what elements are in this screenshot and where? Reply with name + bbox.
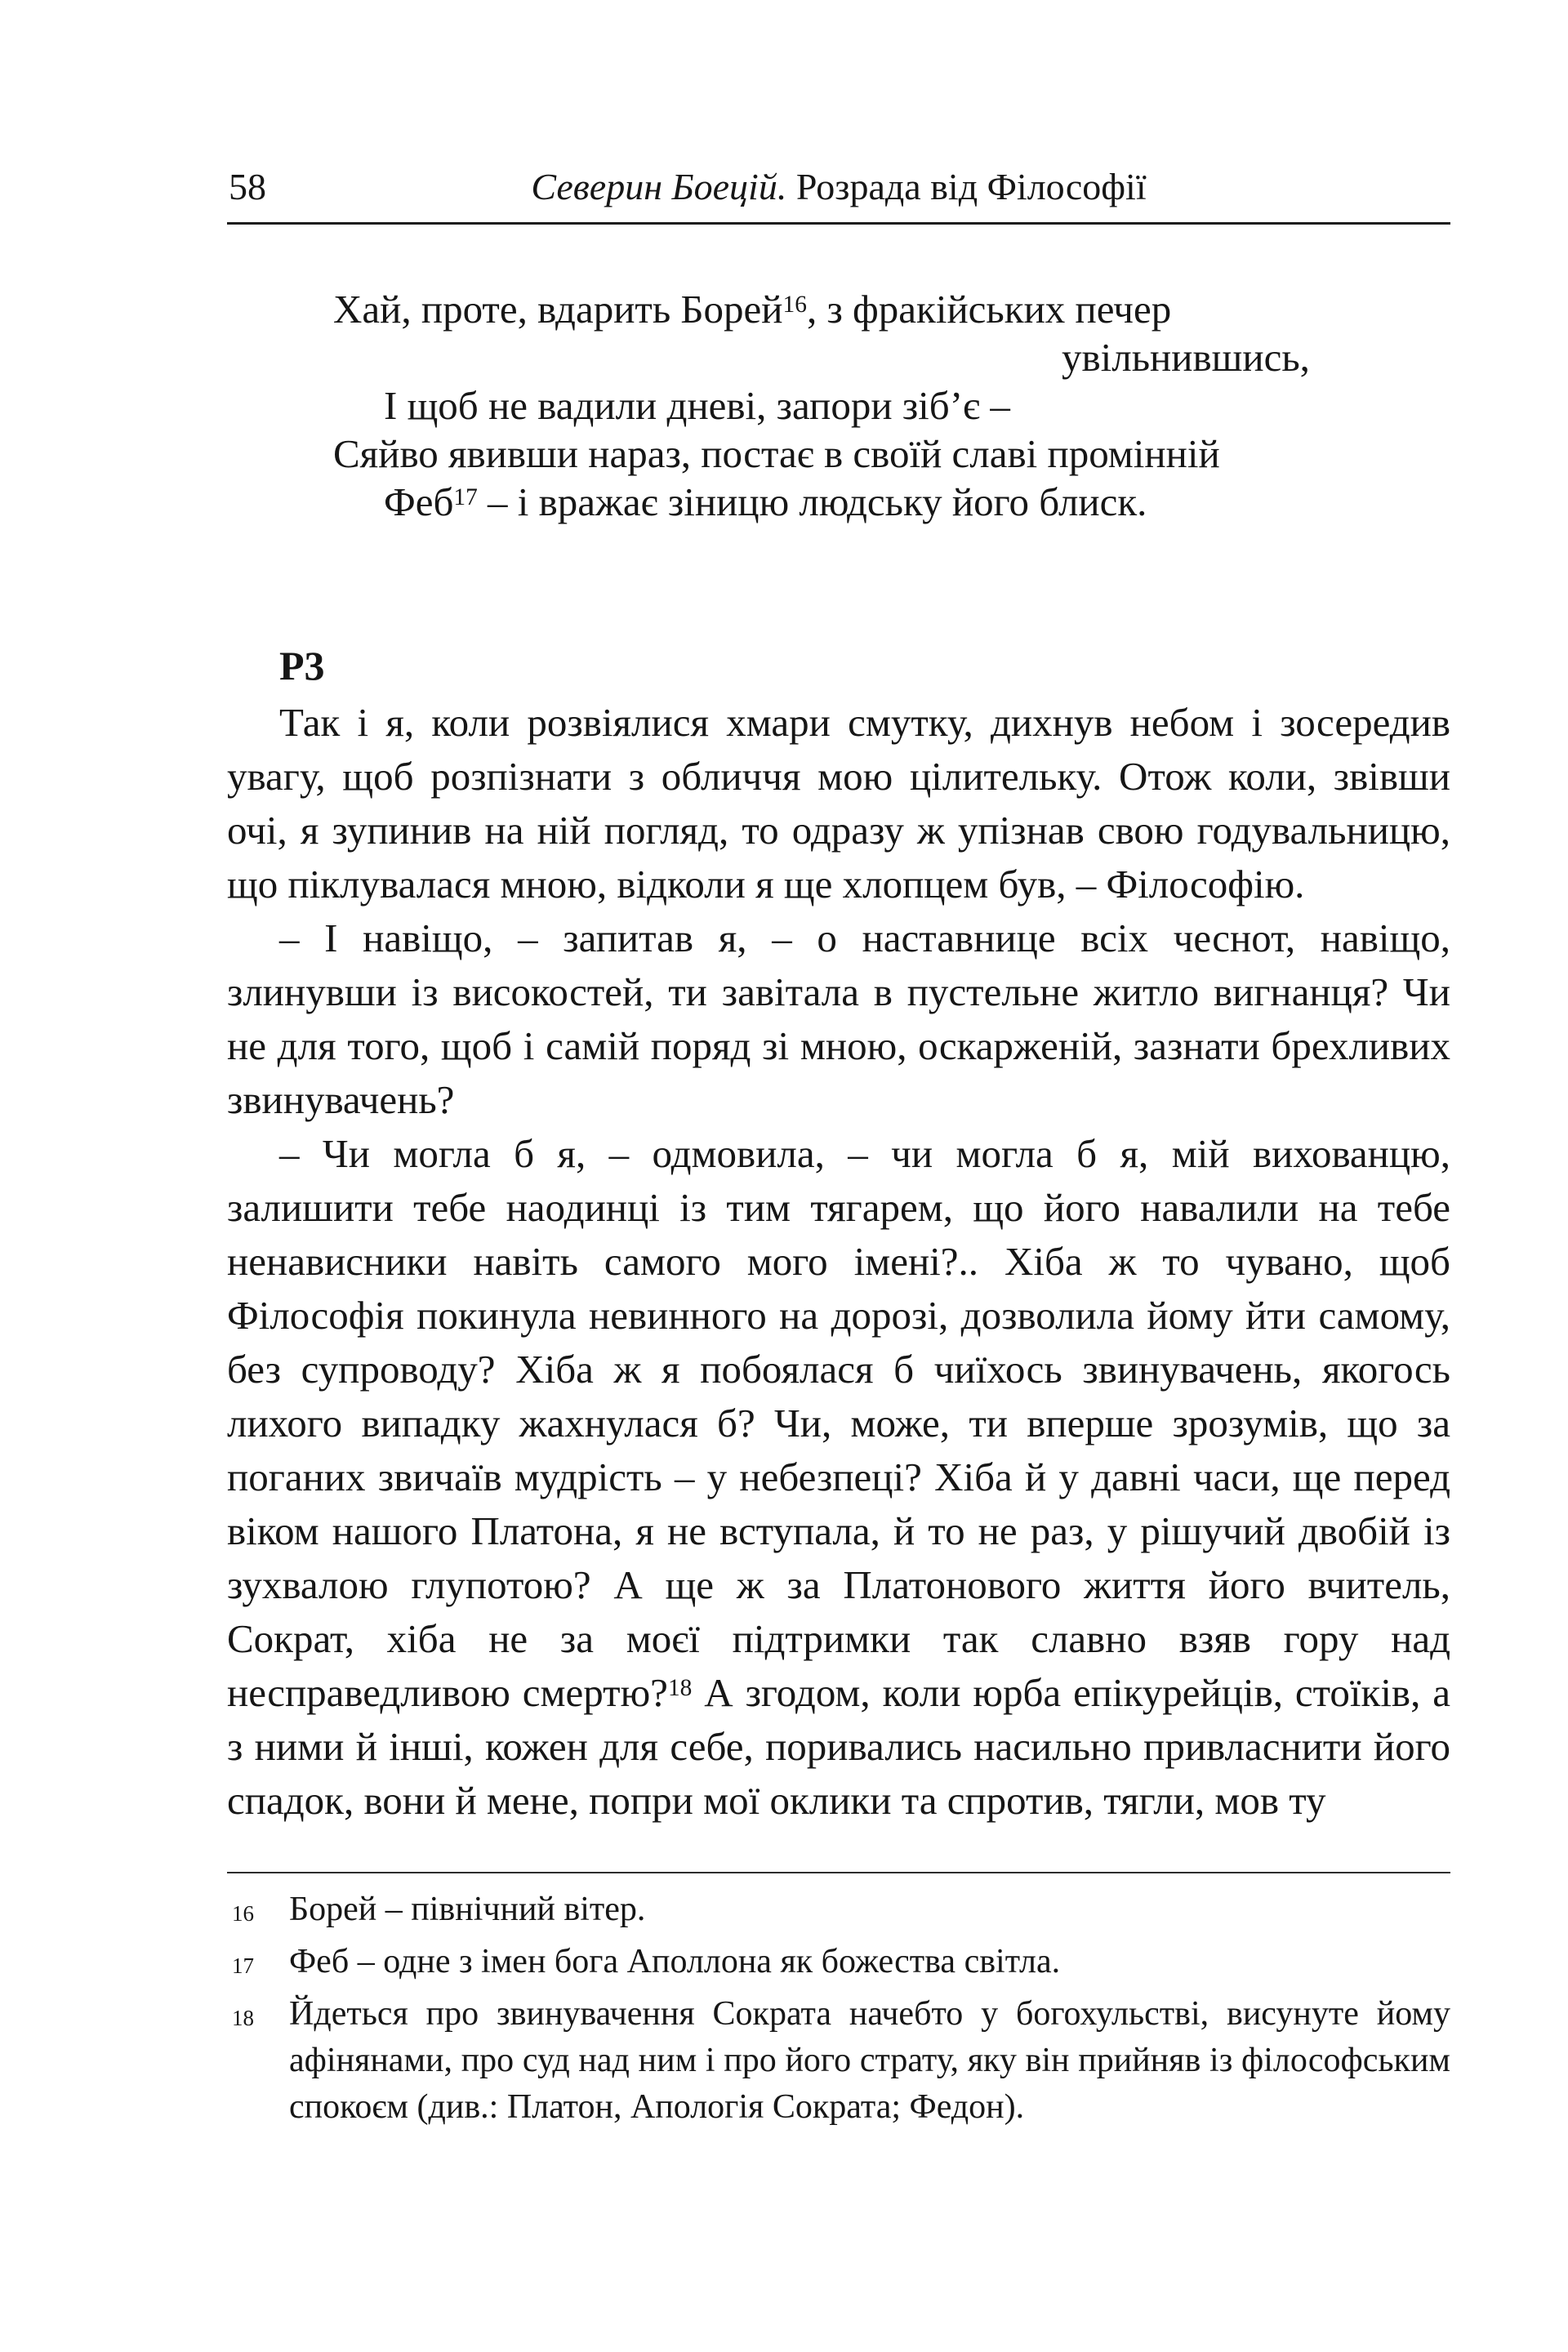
- footnote-marker: 17: [232, 1953, 254, 1978]
- page-content: [227, 163, 1450, 2131]
- verse-block: [227, 285, 1450, 526]
- verse-line: [384, 478, 1450, 526]
- running-head-title: [227, 163, 1450, 211]
- section-heading: Р3: [279, 643, 325, 688]
- verse-text: , з фракійських печер: [806, 287, 1172, 332]
- paragraph: – І навіщо, – запитав я, – о наставнице всіх чеснот, навіщо, злинувши із високостей, ти завітала в пустельне житло вигнанця? Чи не для того, щоб і самій поряд зі мною, оскарженій, зазнати брехливих звинувачень?: [227, 915, 1450, 1122]
- footnote-text: Борей – північний вітер.: [289, 1891, 646, 1928]
- verse-text: – і вражає зіницю людську його блиск.: [477, 479, 1147, 524]
- footnote-ref-17: 17: [453, 483, 478, 510]
- paragraph: Так і я, коли розвіялися хмари смутку, дихнув небом і зосередив увагу, щоб розпізнати з обличчя мою цілительку. Отож коли, звівши очі, я зупинив на ній погляд, то одразу ж упізнав свою годувальницю, що піклувалася мною, відколи я ще хлопцем був, – Філософію.: [227, 700, 1450, 906]
- verse-line: Сяйво явивши нараз, постає в своїй славі промінній: [333, 431, 1220, 476]
- footnote-rule: [227, 1872, 1450, 1873]
- verse-line: увільнившись,: [1062, 335, 1310, 380]
- verse-line: І щоб не вадили дневі, запори зіб’є –: [384, 383, 1010, 428]
- running-head: [227, 163, 1450, 211]
- footnote-marker: 16: [232, 1901, 254, 1926]
- footnote: [227, 1939, 1450, 1989]
- footnote-ref-16: 16: [782, 291, 807, 318]
- paragraph-text: А згодом, коли юрба епікурейців, стоїків, а з ними й інші, кожен для себе, поривались насильно привласнити його спадок, вони й мене, попри мої оклики та спротив, тягли, мов ту: [227, 1670, 1450, 1823]
- verse-line: [333, 285, 1450, 333]
- page-number: 58: [229, 166, 266, 207]
- footnote-marker: 18: [232, 2006, 254, 2030]
- footnote-ref-18: 18: [667, 1674, 693, 1701]
- verse-text: Феб: [384, 479, 454, 524]
- paragraph: [227, 1127, 1450, 1828]
- book-title: Розрада від Філософії: [795, 166, 1147, 207]
- author-name: Северин Боецій.: [531, 166, 787, 207]
- footnotes-section: [227, 1872, 1450, 2131]
- footnote-text: Йдеться про звинувачення Сократа начебто у богохульстві, висунуте йому афінянами, про суд над ним і про його страту, яку він прийняв із філософським спокоєм (див.: Платон, Апологія Сократа; Федон).: [289, 1995, 1450, 2126]
- footnote: [227, 1991, 1450, 2131]
- footnote: [227, 1886, 1450, 1937]
- footnote-text: Феб – одне з імен бога Аполлона як божества світла.: [289, 1943, 1061, 1980]
- paragraph-text: – Чи могла б я, – одмовила, – чи могла б я, мій вихованцю, залишити тебе наодинці із тим тягарем, що його навалили на тебе ненависники навіть самого мого імені?.. Хіба ж то чувано, щоб Філософія покинула невинного на дорозі, дозволила йому йти самому, без супроводу? Хіба ж я побоялася б чиїхось звинувачень, якогось лихого випадку жахнулася б? Чи, може, ти вперше зрозумів, що за поганих звичаїв мудрість – у небезпеці? Хіба й у давні часи, ще перед віком нашого Платона, я не вступала, й то не раз, у рішучий двобій із зухвалою глупотою? А ще ж за Платонового життя його вчитель, Сократ, хіба не за моєї підтримки так славно взяв гору над несправедливою смертю?: [227, 1131, 1450, 1715]
- prose-block: [227, 696, 1450, 1828]
- header-rule: [227, 222, 1450, 225]
- verse-text: Хай, проте, вдарить Борей: [333, 287, 783, 332]
